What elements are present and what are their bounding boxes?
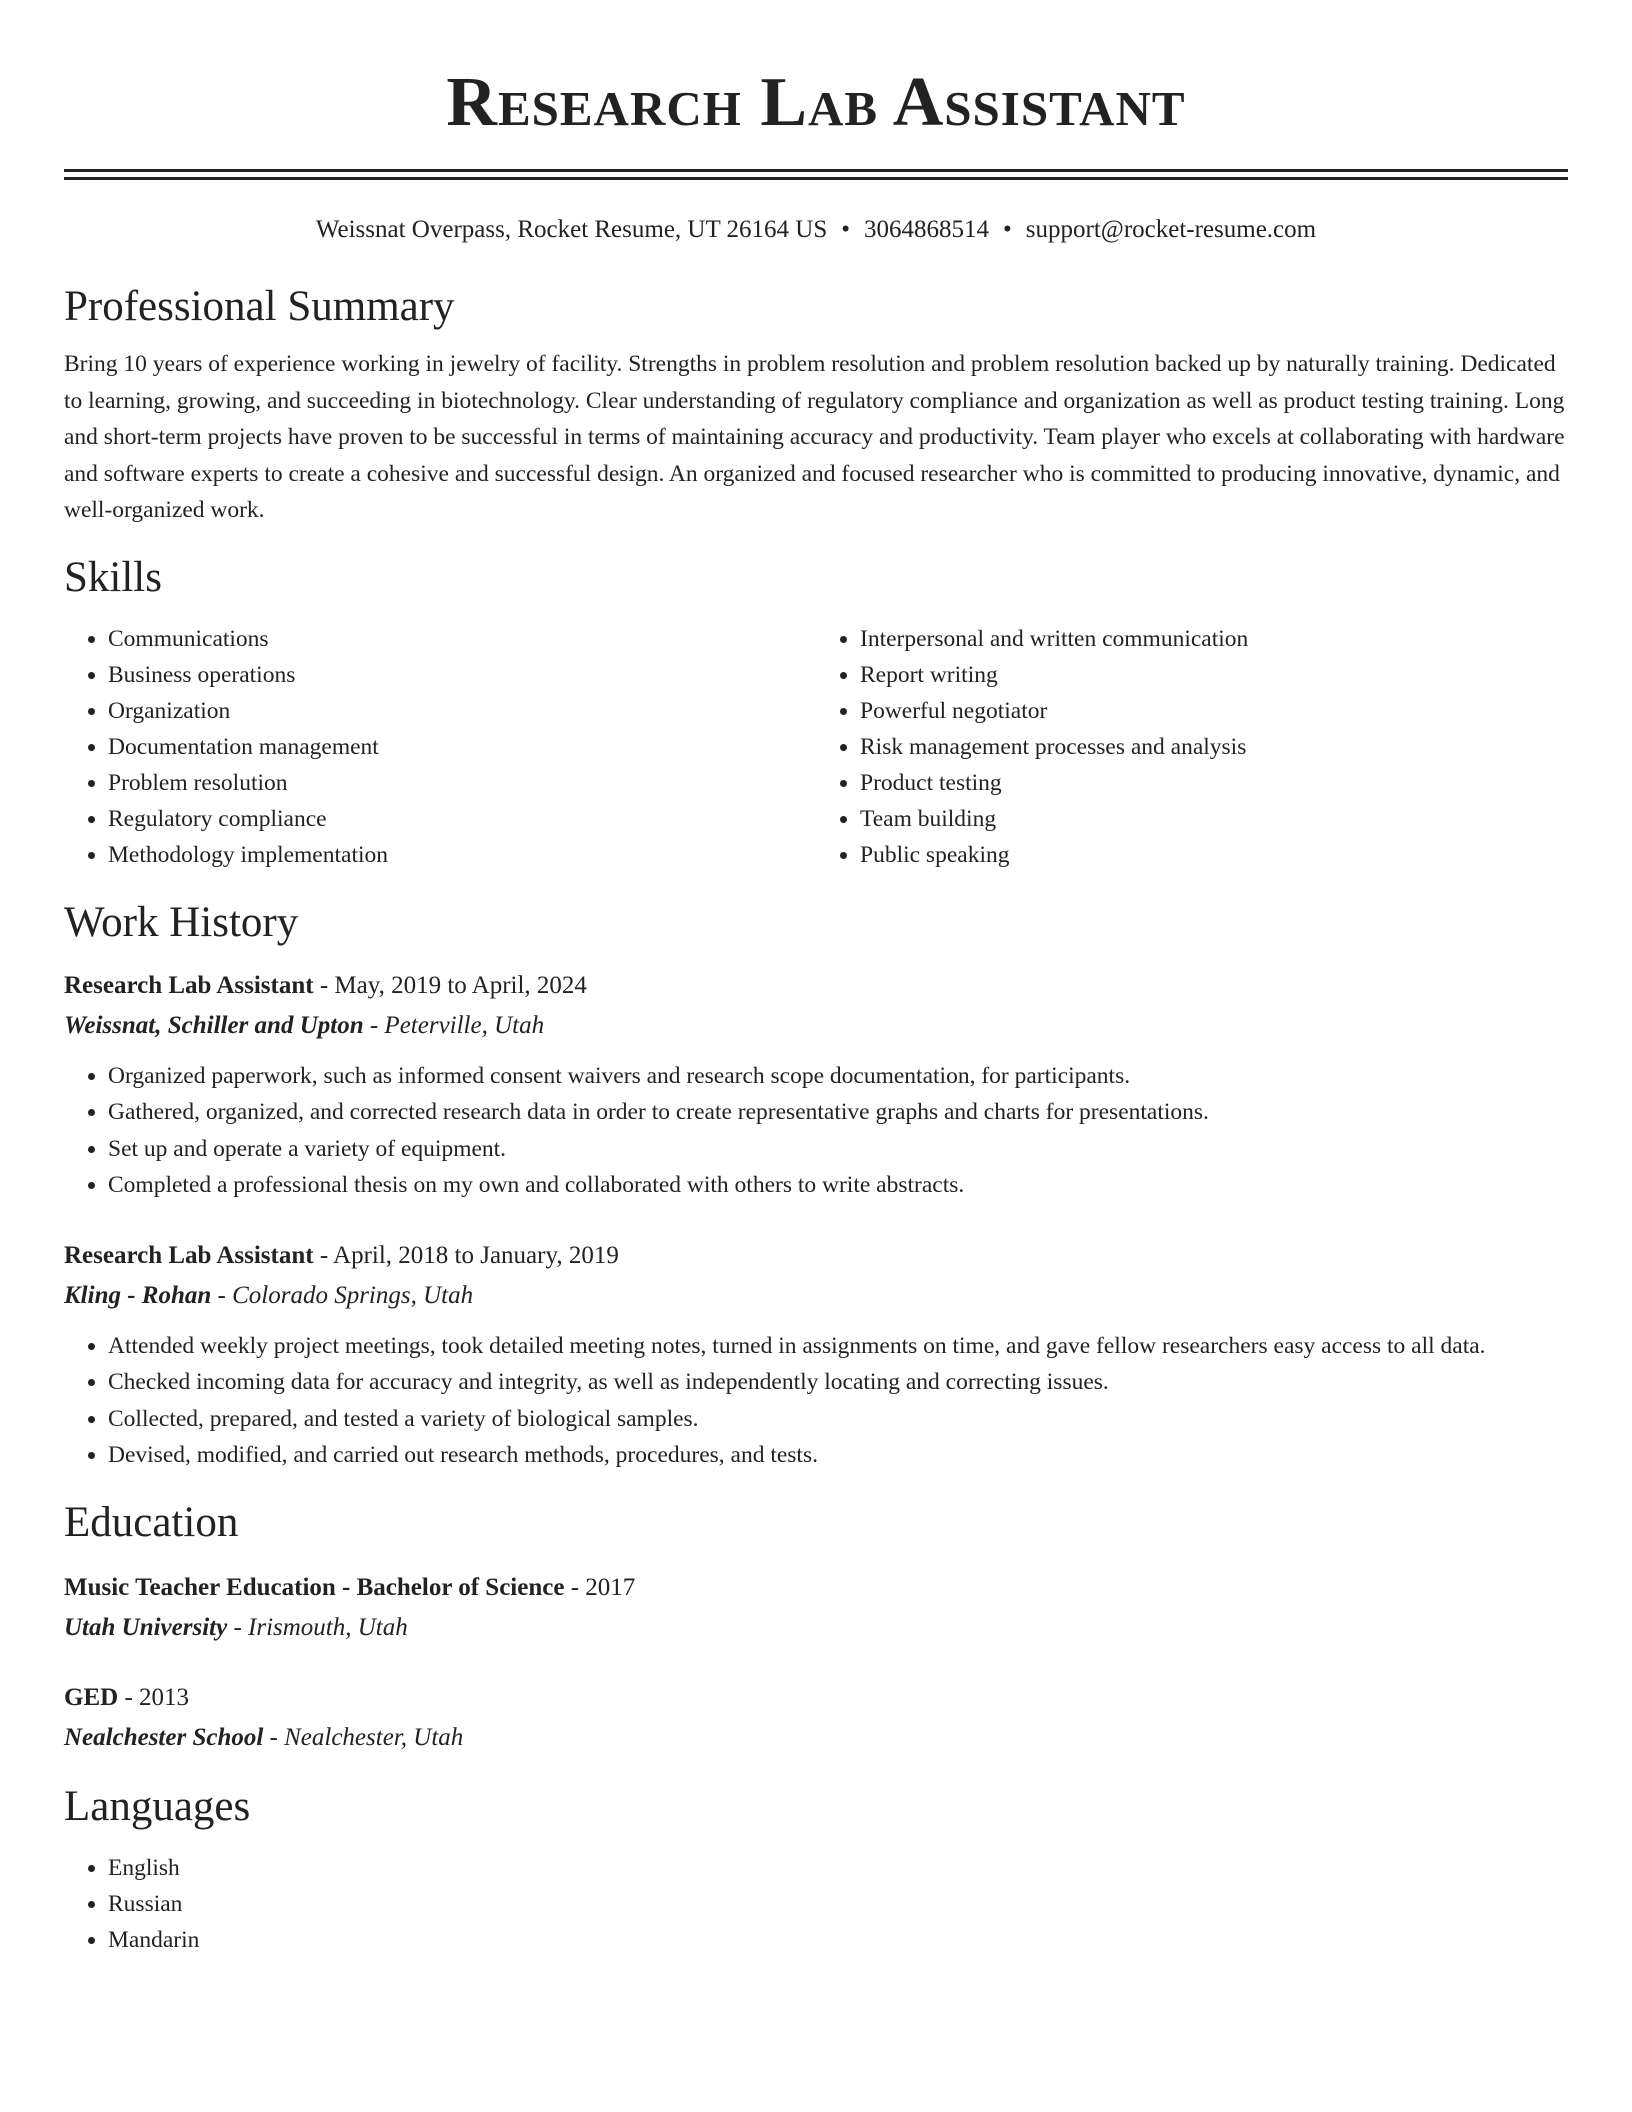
job-company: Weissnat, Schiller and Upton: [64, 1011, 364, 1039]
contact-phone: 3064868514: [864, 216, 990, 243]
skill-item: • Product testing: [860, 765, 1568, 801]
skill-item: • Problem resolution: [108, 765, 816, 801]
education-year: - 2017: [564, 1573, 636, 1601]
language-item: • Mandarin: [108, 1922, 1568, 1958]
job-entry: [64, 966, 1568, 1204]
job-employer: [64, 1006, 1568, 1046]
education-degree: Music Teacher Education - Bachelor of Science: [64, 1573, 565, 1601]
job-employer: [64, 1276, 1568, 1316]
job-duties-list: [64, 1328, 1568, 1474]
job-duty: • Organized paperwork, such as informed consent waivers and research scope documentation, for participants.: [108, 1058, 1568, 1095]
education-school: Utah University: [64, 1613, 228, 1641]
education-degree: GED: [64, 1683, 119, 1711]
education-location: - Irismouth, Utah: [227, 1613, 408, 1641]
section-title-education: Education: [64, 1498, 239, 1546]
job-duty: • Set up and operate a variety of equipment.: [108, 1131, 1568, 1168]
job-heading: [64, 966, 1568, 1006]
job-duty: • Gathered, organized, and corrected research data in order to create representative graphs and charts for presentations.: [108, 1094, 1568, 1131]
job-location: - Peterville, Utah: [363, 1011, 545, 1039]
section-title-skills: Skills: [64, 553, 162, 601]
job-dates: - May, 2019 to April, 2024: [313, 971, 587, 999]
section-title-summary: Professional Summary: [64, 283, 455, 330]
skills-list-left: [64, 621, 816, 873]
skill-item: • Regulatory compliance: [108, 801, 816, 837]
contact-line: [64, 214, 1568, 246]
education-entry: [64, 1568, 1568, 1648]
skill-item: • Public speaking: [860, 837, 1568, 873]
job-entry: [64, 1236, 1568, 1474]
summary-text: Bring 10 years of experience working in jewelry of facility. Strengths in problem resolution and problem resolution backed up by naturally training. Dedicated to learning, growing, and succeeding in biotechnology. Clear understanding of regulatory compliance and organization as well as product testing training. Long and short-term projects have proven to be successful in terms of maintaining accuracy and productivity. Team player who excels at collaborating with hardware and software experts to create a cohesive and successful design. An organized and focused researcher who is committed to producing innovative, dynamic, and well-organized work.: [64, 351, 1565, 523]
job-duty: • Completed a professional thesis on my own and collaborated with others to write abstracts.: [108, 1167, 1568, 1204]
education-entry: [64, 1678, 1568, 1758]
section-title-languages: Languages: [64, 1782, 251, 1830]
section-title-work-history: Work History: [64, 898, 299, 946]
skill-item: • Documentation management: [108, 729, 816, 765]
language-item: • English: [108, 1850, 1568, 1886]
job-dates: - April, 2018 to January, 2019: [313, 1241, 619, 1269]
job-company: Kling - Rohan: [64, 1281, 212, 1309]
skills-columns: [64, 621, 1568, 873]
job-duty: • Attended weekly project meetings, took detailed meeting notes, turned in assignments on time, and gave fellow researchers easy access to all data.: [108, 1328, 1568, 1365]
contact-separator: •: [1003, 216, 1012, 243]
contact-email: support@rocket-resume.com: [1025, 216, 1317, 243]
education-heading: [64, 1678, 1568, 1718]
job-duty: • Collected, prepared, and tested a variety of biological samples.: [108, 1401, 1568, 1438]
header-double-rule: [64, 169, 1568, 180]
job-duties-list: [64, 1058, 1568, 1204]
job-duty: • Devised, modified, and carried out research methods, procedures, and tests.: [108, 1437, 1568, 1474]
skill-item: • Risk management processes and analysis: [860, 729, 1568, 765]
job-role: Research Lab Assistant: [64, 1241, 314, 1269]
skill-item: • Methodology implementation: [108, 837, 816, 873]
job-location: - Colorado Springs, Utah: [211, 1281, 474, 1309]
education-institution: [64, 1608, 1568, 1648]
resume-name: Research Lab Assistant: [446, 64, 1186, 141]
language-item: • Russian: [108, 1886, 1568, 1922]
skill-item: • Powerful negotiator: [860, 693, 1568, 729]
contact-separator: •: [841, 216, 851, 243]
skill-item: • Organization: [108, 693, 816, 729]
job-duty: • Checked incoming data for accuracy and integrity, as well as independently locating and correcting issues.: [108, 1364, 1568, 1401]
job-heading: [64, 1236, 1568, 1276]
job-role: Research Lab Assistant: [64, 971, 314, 999]
skills-list-right: [816, 621, 1568, 873]
skill-item: • Communications: [108, 621, 816, 657]
skill-item: • Business operations: [108, 657, 816, 693]
education-heading: [64, 1568, 1568, 1608]
education-institution: [64, 1718, 1568, 1758]
education-location: - Nealchester, Utah: [263, 1723, 464, 1751]
skill-item: • Report writing: [860, 657, 1568, 693]
skill-item: • Team building: [860, 801, 1568, 837]
skill-item: • Interpersonal and written communication: [860, 621, 1568, 657]
contact-address: Weissnat Overpass, Rocket Resume, UT 26164 US: [315, 216, 828, 243]
education-school: Nealchester School: [64, 1723, 264, 1751]
languages-list: [64, 1850, 1568, 1958]
education-year: - 2013: [118, 1683, 190, 1711]
